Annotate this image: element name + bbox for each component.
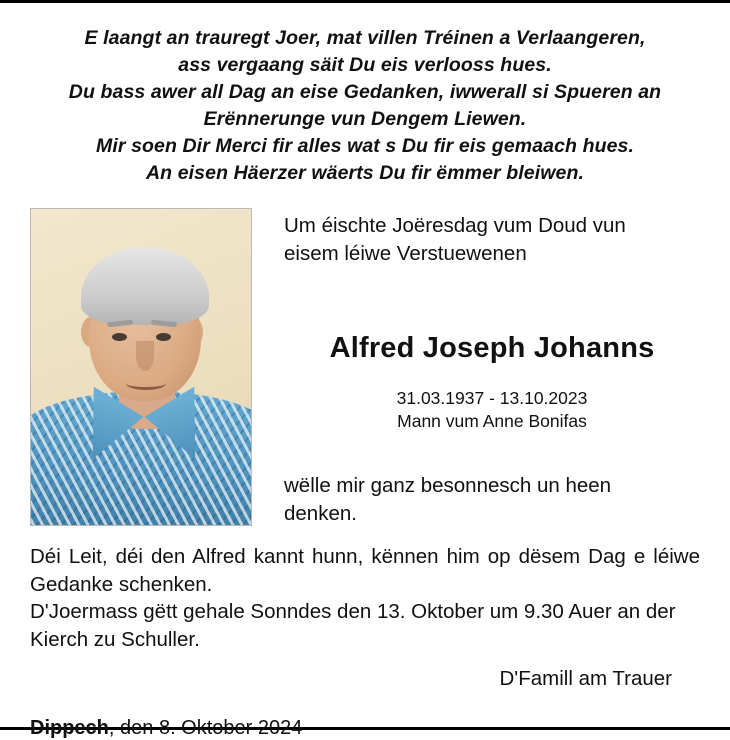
footer-line xyxy=(30,717,700,740)
remembrance-text xyxy=(284,472,700,527)
poem-line-4: Erënnerunge vun Dengem Liewen. xyxy=(203,107,527,130)
remembrance-line-2: denken. xyxy=(284,501,357,525)
remembrance-line-1: wëlle mir ganz besonnesch un heen xyxy=(284,474,612,498)
poem-line-2: ass vergaang säit Du eis verlooss hues. xyxy=(178,53,552,76)
announcement-paragraph-1: Déi Leit, déi den Alfred kannt hunn, kënnen him op dësem Dag e léiwe Gedanke schenken. xyxy=(30,545,700,596)
deceased-dates-block xyxy=(284,387,700,434)
footer-date: , den 8. Oktober 2024 xyxy=(108,717,303,740)
family-signature: D'Famill am Trauer xyxy=(499,667,672,691)
announcement-body xyxy=(30,543,700,653)
deceased-relation: Mann vum Anne Bonifas xyxy=(397,411,587,432)
poem-line-3: Du bass awer all Dag an eise Gedanken, iwwerall si Spueren an xyxy=(68,80,662,103)
footer-place: Dippech xyxy=(30,717,109,740)
deceased-dates: 31.03.1937 - 13.10.2023 xyxy=(396,387,588,408)
poem-line-1: E laangt an trauregt Joer, mat villen Tréinen a Verlaangeren, xyxy=(84,27,646,49)
portrait-and-details xyxy=(30,208,700,527)
anniversary-intro xyxy=(284,212,700,267)
portrait-photo xyxy=(30,208,252,526)
intro-line-2: eisem léiwe Verstuewenen xyxy=(284,242,527,266)
poem-line-6: An eisen Häerzer wäerts Du fir ëmmer bleiwen. xyxy=(146,161,584,184)
details-column xyxy=(258,208,700,527)
portrait-column xyxy=(30,208,258,526)
poem-line-5: Mir soen Dir Merci fir alles wat s Du fir eis gemaach hues. xyxy=(96,134,634,157)
announcement-paragraph-2: D'Joermass gëtt gehale Sonndes den 13. Oktober um 9.30 Auer an der Kierch zu Schuller. xyxy=(30,600,676,651)
deceased-name: Alfred Joseph Johanns xyxy=(329,331,655,364)
memorial-poem xyxy=(30,25,700,186)
intro-line-1: Um éischte Joëresdag vum Doud vun xyxy=(284,214,626,238)
